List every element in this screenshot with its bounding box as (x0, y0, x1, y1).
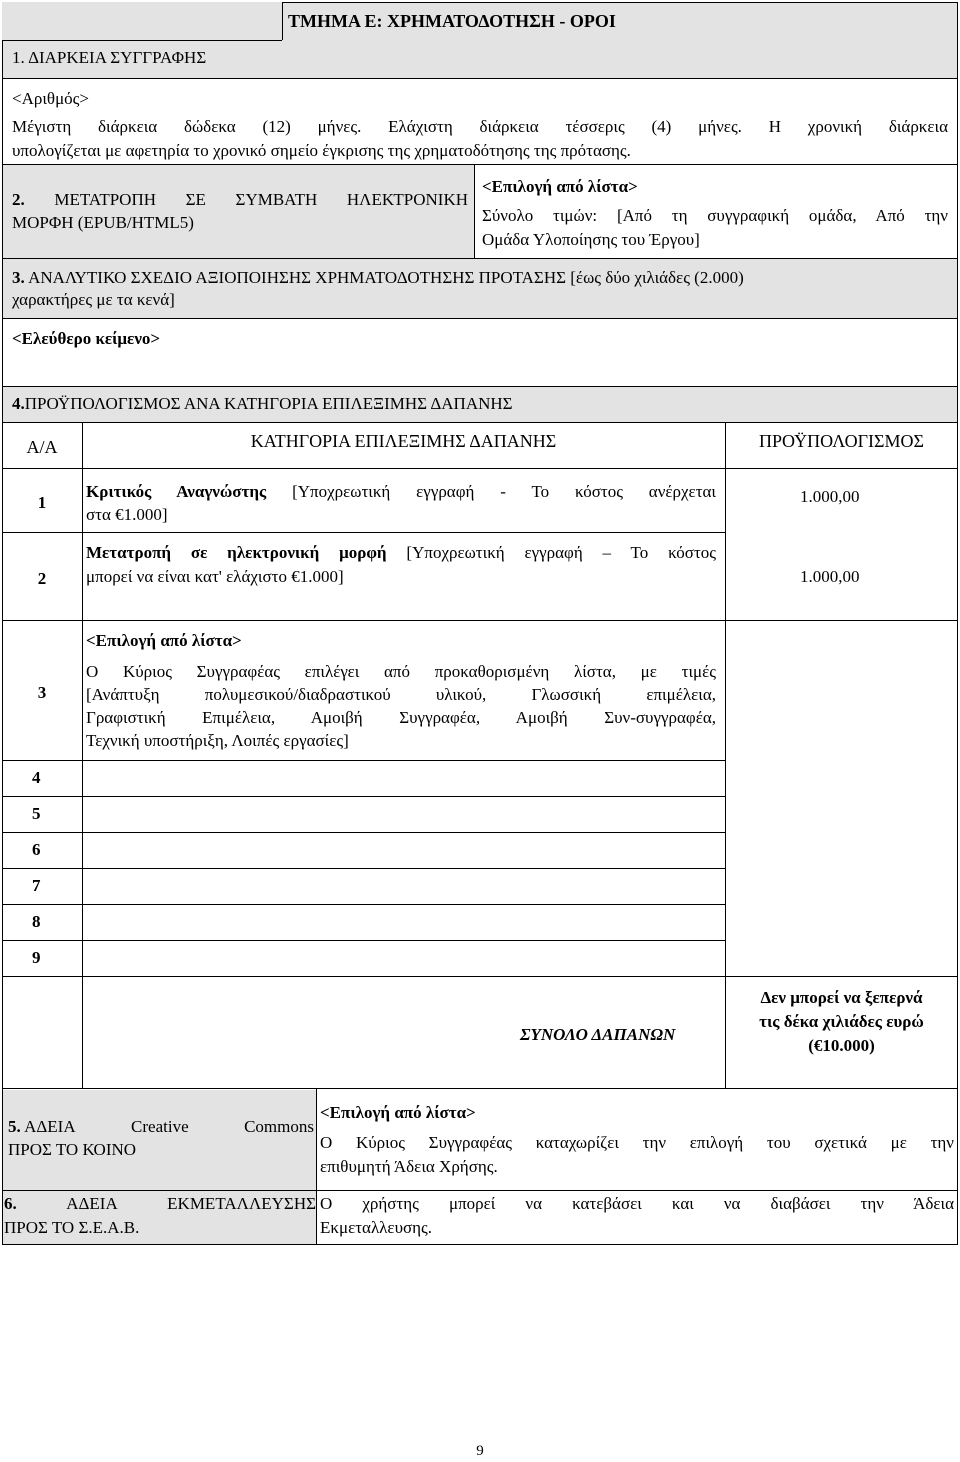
s1-type-tag: <Αριθμός> (12, 89, 89, 108)
s1-num: 1. (12, 48, 25, 67)
row6-aa: 6 (32, 840, 41, 859)
row3-aa: 3 (37, 683, 47, 702)
row7-aa: 7 (32, 876, 41, 895)
s5-desc-line2: επιθυμητή Άδεια Χρήσης. (320, 1157, 498, 1176)
col-budget: ΠΡΟΫΠΟΛΟΓΙΣΜΟΣ (759, 431, 924, 451)
s6-desc-line1: Ο χρήστης μπορεί να κατεβάσει και να διαβάσει την Άδεια (320, 1194, 954, 1213)
row2-bold: Μετατροπή σε ηλεκτρονική μορφή (86, 543, 387, 562)
row3-line1: Ο Κύριος Συγγραφέας επιλέγει από προκαθορισμένη λίστα, με τιμές (86, 662, 716, 681)
row3-line3: Γραφιστική Επιμέλεια, Αμοιβή Συγγραφέα, Αμοιβή Συν-συγγραφέα, (86, 708, 716, 727)
row1-line1 (86, 480, 716, 503)
col-aa: Α/Α (26, 437, 58, 457)
s2-title-line2: ΜΟΡΦΗ (EPUB/HTML5) (12, 213, 194, 232)
s4-title-text: ΠΡΟΫΠΟΛΟΓΙΣΜΟΣ ΑΝΑ ΚΑΤΗΓΟΡΙΑ ΕΠΙΛΕΞΙΜΗΣ ΔΑΠΑΝΗΣ (24, 394, 513, 413)
row1-rest: [Υποχρεωτική εγγραφή - Το κόστος ανέρχεται (292, 482, 717, 501)
row4-aa: 4 (32, 768, 41, 787)
s3-num: 3. (12, 268, 25, 287)
row8-aa: 8 (32, 912, 41, 931)
s5-desc-line1: Ο Κύριος Συγγραφέας καταχωρίζει την επιλογή του σχετικά με την (320, 1133, 954, 1152)
row1-aa: 1 (37, 493, 47, 512)
total-note-line2: τις δέκα χιλιάδες ευρώ (759, 1012, 924, 1031)
row2-rest: [Υποχρεωτική εγγραφή – Το κόστος (406, 543, 717, 562)
s5-title-c: Commons (244, 1117, 314, 1136)
s5-type-tag: <Επιλογή από λίστα> (320, 1103, 476, 1122)
s6-title-line2: ΠΡΟΣ ΤΟ Σ.Ε.Α.Β. (4, 1218, 140, 1237)
page-number: 9 (476, 1443, 484, 1459)
s6-num: 6. (4, 1194, 17, 1213)
s5-title-a: ΑΔΕΙΑ (24, 1117, 76, 1136)
s2-title-shade (2, 164, 474, 258)
s6-desc-line2: Εκμεταλλευσης. (320, 1218, 433, 1237)
s2-num: 2. (12, 190, 25, 209)
row1-amount: 1.000,00 (800, 487, 860, 506)
s5-title-b: Creative (131, 1117, 189, 1136)
s1-desc-line1: Μέγιστη διάρκεια δώδεκα (12) μήνες. Ελάχιστη διάρκεια τέσσερις (4) μήνες. Η χρονική διάρκεια (12, 117, 948, 136)
row9-aa: 9 (32, 948, 41, 967)
s3-type-tag: <Ελεύθερο κείμενο> (12, 329, 161, 348)
total-note-line1: Δεν μπορεί να ξεπερνά (760, 988, 923, 1007)
s5-title-line1 (8, 1115, 314, 1138)
s2-title-line1-text: ΜΕΤΑΤΡΟΠΗ ΣΕ ΣΥΜΒΑΤΗ ΗΛΕΚΤΡΟΝΙΚΗ (54, 190, 469, 209)
s4-num: 4. (12, 394, 25, 413)
section-title: ΤΜΗΜΑ Ε: ΧΡΗΜΑΤΟΔΟΤΗΣΗ - ΟΡΟΙ (288, 11, 616, 31)
s2-desc-line2: Ομάδα Υλοποίησης του Έργου] (482, 230, 700, 249)
s2-desc-line1: Σύνολο τιμών: [Από τη συγγραφική ομάδα, Από την (482, 206, 948, 225)
s1-title-text: ΔΙΑΡΚΕΙΑ ΣΥΓΓΡΑΦΗΣ (28, 48, 207, 67)
s3-title-note-b: χαρακτήρες με τα κενά] (12, 290, 175, 309)
s1-title (12, 47, 206, 69)
row3-type-tag: <Επιλογή από λίστα> (86, 631, 242, 650)
col-category: ΚΑΤΗΓΟΡΙΑ ΕΠΙΛΕΞΙΜΗΣ ΔΑΠΑΝΗΣ (250, 431, 557, 451)
row3-line2: [Ανάπτυξη πολυμεσικού/διαδραστικού υλικού, Γλωσσική επιμέλεια, (86, 685, 716, 704)
s5-title-line2: ΠΡΟΣ ΤΟ ΚΟΙΝΟ (8, 1140, 137, 1159)
row2-amount: 1.000,00 (800, 567, 860, 586)
s3-title-note-a: [έως δύο χιλιάδες (2.000) (570, 268, 744, 287)
row1-line2: στα €1.000] (86, 505, 168, 524)
row1-bold: Κριτικός Αναγνώστης (86, 482, 267, 501)
s3-title-text: ΑΝΑΛΥΤΙΚΟ ΣΧΕΔΙΟ ΑΞΙΟΠΟΙΗΣΗΣ ΧΡΗΜΑΤΟΔΟΤΗΣΗΣ ΠΡΟΤΑΣΗΣ (28, 268, 567, 287)
row2-aa: 2 (37, 569, 47, 588)
total-note-line3: (€10.000) (808, 1036, 875, 1055)
s6-title-line1 (4, 1192, 316, 1215)
total-label: ΣΥΝΟΛΟ ΔΑΠΑΝΩΝ (520, 1025, 676, 1044)
s3-title-line1 (12, 266, 932, 289)
row3-line4: Τεχνική υποστήριξη, Λοιπές εργασίες] (86, 731, 349, 750)
s2-title-line1 (12, 188, 468, 211)
s5-num: 5. (8, 1117, 21, 1136)
s6-title-line1-text: ΑΔΕΙΑ ΕΚΜΕΤΑΛΛΕΥΣΗΣ (66, 1194, 316, 1213)
row2-line1 (86, 541, 716, 564)
row2-line2: μπορεί να είναι κατ' ελάχιστο €1.000] (86, 567, 344, 586)
s2-type-tag: <Επιλογή από λίστα> (482, 177, 638, 196)
s4-title (12, 393, 513, 415)
s1-desc-line2: υπολογίζεται με αφετηρία το χρονικό σημείο έγκρισης της χρηματοδότησης της πρότασης. (12, 141, 631, 160)
row5-aa: 5 (32, 804, 41, 823)
